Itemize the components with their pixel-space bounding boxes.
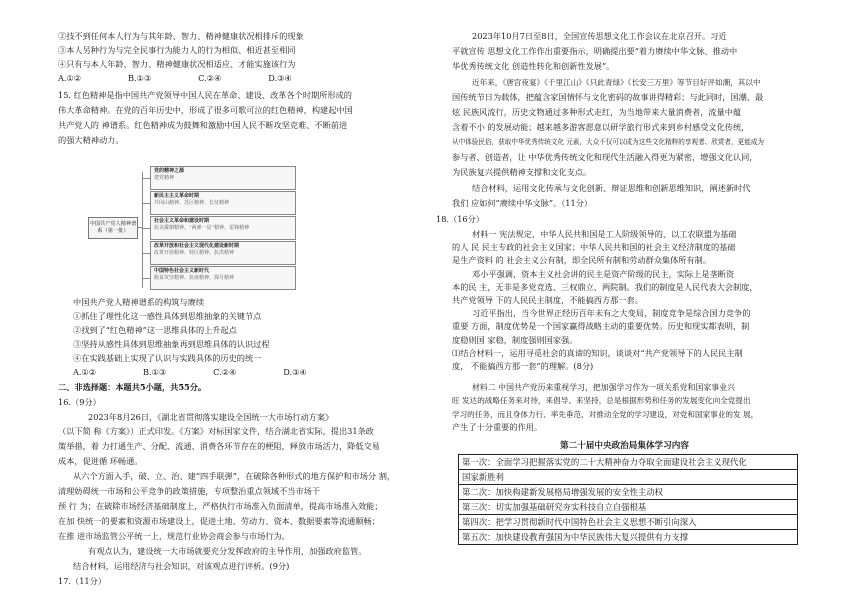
table-cell: 第三次：切实加强基础研究夯实科技自立自强根基 xyxy=(459,500,798,515)
diagram-box-sub: 改革开放精神、特区精神、抗洪精神 xyxy=(154,250,235,256)
q18-material-1: 重要 方面，制度优势是一个国家赢得战略主动的重要优势。历史和现实都表明，制 xyxy=(452,321,750,332)
diagram-box-head: 社会主义革命和建设时期 xyxy=(154,218,210,224)
q17-text: 2023年10月7日至8日，全国宣传思想文化工作会议在北京召开。习近 xyxy=(472,31,727,41)
q18-material-1: 的人 民 民主专政的社会主义国家；中华人民共和国的社会主义经济制度的基础 xyxy=(452,242,736,253)
answer-choices-15: A.①② B.①③ C.②④ D.③④ xyxy=(73,367,307,377)
q16-text: 有观点认为，建设统一大市场就要充分发挥政府的主导作用，加强政府监管。 xyxy=(88,546,367,556)
table-cell: 第五次：加快建设教育强国为中华民族伟大复兴提供有力支撑 xyxy=(459,530,798,545)
q15-stem: 中国共产党人精神谱系的构筑与赓续 xyxy=(73,297,205,307)
diagram-tick xyxy=(142,278,150,279)
table-row xyxy=(459,470,798,485)
table-cell: 国家新胜利 xyxy=(459,470,798,485)
q18-material-1: 材料一 宪法规定，中华人民共和国是工人阶级领导的、以工农联盟为基础 xyxy=(472,229,737,239)
q16-question: 结合材料，运用经济与社会知识，对该观点进行评析。(9分) xyxy=(73,561,290,571)
q17-text: 含着不小 的发展动能；越来越多游客愿意以研学旅行形式来到乡村感受文化传统， xyxy=(452,122,750,132)
section-heading: 二、非选择题：本题共5小题，共55分。 xyxy=(58,382,207,392)
table-row xyxy=(459,515,798,530)
diagram-tick xyxy=(142,178,150,179)
q16-text: 在推 进市场监管公平统一上，规范行业协会商会参与市场行为。 xyxy=(58,531,290,541)
table-title: 第二十届中央政治局集体学习内容 xyxy=(560,441,689,451)
q15-option-2: ②找到了“红色精神”这一思维具体的上升起点 xyxy=(73,325,237,335)
q18-material-1: 是生产资料 的 社会主义公有制，即全民所有制和劳动群众集体所有制。 xyxy=(452,255,712,266)
q15-option-1: ①抓住了理性化这一感性具体到思维抽象的关键节点 xyxy=(73,311,262,321)
q18-material-2: 材料二 中国共产党历来重视学习，把加强学习作为一项关系党和国家事业兴 xyxy=(472,383,735,393)
q18-subquestion-1: 度， 不能搞西方那一套”的理解。(8分) xyxy=(452,361,594,371)
table-row xyxy=(459,455,798,470)
diagram-tick xyxy=(142,203,150,204)
diagram-tick xyxy=(142,228,150,229)
diagram-tick xyxy=(142,253,150,254)
q17-text: 近年来，《唐宫夜宴》《千里江山》《只此青绿》《长安三万里》等节目好评如潮，其以中 xyxy=(472,78,761,87)
table-cell: 第二次：加快构建新发展格局增强发展的安全性主动权 xyxy=(459,485,798,500)
q15-option-3: ③坚持从感性具体到思维抽象再到思维具体的认识过程 xyxy=(73,339,270,349)
diagram-box-head: 党的精神之源 xyxy=(154,168,185,174)
q18-material-1: 共产党领导 下的人民民主制度，不能搞西方那一套。 xyxy=(452,295,643,305)
diagram-box xyxy=(150,191,296,215)
q16-text: （以下简 称《方案》）正式印发。《方案》对标国家文件，结合湖北省实际，提出31条政 xyxy=(58,426,374,436)
diagram-box-sub: 建党精神 xyxy=(154,175,175,181)
q17-text: 炫 民族风流行，历史文物通过多种形式走红，为当地带来大量消费者，流量中蕴 xyxy=(452,107,742,117)
q18-material-1: 本的民 主，无非是多党竞选、三权鼎立、两院制。我们的制度是人民代表大会制度， xyxy=(452,281,758,292)
q18-material-1: 度稳则国 家稳，制度强则国家强。 xyxy=(452,334,578,345)
table-cell: 第一次：全面学习把握落实党的二十大精神奋力夺取全面建设社会主义现代化 xyxy=(459,455,798,470)
q18-material-2: 产生了十分重要的作用。 xyxy=(452,421,543,432)
diagram-box-head: 中国特色社会主义新时代 xyxy=(154,268,210,274)
q16-text: 在加 快统一的要素和资源市场建设上，促进土地、劳动力、资本、数据要素等流通顺畅； xyxy=(58,516,380,526)
q17-label: 17.（11分） xyxy=(58,576,107,586)
q18-material-2: 学习的任务，而且身体力行、率先垂范，对推动全党的学习建设，对党和国家事业的发 展， xyxy=(452,409,759,419)
q17-text: 为民族复兴提供精神支撑和文化支点。 xyxy=(452,167,592,177)
diagram-main-box: 中国共产党人精神谱系（第一批） xyxy=(88,217,138,239)
q16-text: 成本，促进循 环畅通。 xyxy=(58,456,143,466)
q17-question: 我们 应如何“赓续中华文脉”。（11分） xyxy=(452,198,593,208)
diagram-box-sub: 脱贫攻坚精神、抗疫精神、探月精神 xyxy=(154,275,235,281)
q16-label: 16.（9分） xyxy=(58,397,101,407)
q15-option-4: ④在实践基础上实现了认识与实践具体的历史的统一 xyxy=(73,353,262,363)
diagram-box-sub: 井冈山精神、苏区精神、长征精神 xyxy=(154,200,230,206)
q17-text: 从中体验民俗，获取中华优秀传统文化 元素，大众不仅可以成为这些文化精粹的享观者、欣赏者，更能成为 xyxy=(452,138,765,146)
table-row xyxy=(459,530,798,545)
q17-text: 平就宣传 思想文化工作作出重要指示，明确提出要“着力赓续中华文脉、推动中 xyxy=(452,46,738,56)
diagram-box xyxy=(150,166,296,190)
q16-text: 清理妨碍统一市场和公平竞争的政策措施，专项整治重点领域不当市场干 xyxy=(58,486,321,496)
q16-text: 从六个方面入手，破、立、治、建“四手联弹”，在破除各种形式的地方保护和市场分 割， xyxy=(73,471,396,481)
answer-choices-14: A.①② B.①③ C.②④ D.③④ xyxy=(58,73,292,83)
q18-material-1: 邓小平强调，资本主义社会讲的民主是资产阶级的民主，实际上是垄断资 xyxy=(472,268,735,279)
q18-label: 18.（16分） xyxy=(436,214,485,224)
diagram-box xyxy=(150,241,296,265)
q16-text: 2023年8月26日，《湖北省贯彻落实建设全国统一大市场行动方案》 xyxy=(88,412,334,422)
option-line-2: ②技不到任何本人行为与其年龄、智力、精神健康状况相排斥的现象 xyxy=(58,31,304,41)
diagram-box-head: 改革开放和社会主义现代化建设新时期 xyxy=(154,243,240,249)
table-row xyxy=(459,500,798,515)
q17-text: 华优秀传统文化 创造性转化和创新性发展”。 xyxy=(452,61,615,71)
table-row xyxy=(459,485,798,500)
q17-text: 国传统节日为载体，把蕴含家国情怀与文化密码的故事讲得精彩；与此同时，国潮、最 xyxy=(452,92,764,102)
q17-question: 结合材料，运用文化传承与文化创新、辩证思维和创新思维知识，阐述新时代 xyxy=(472,183,751,193)
q15-text-4: 的强大精神动力。 xyxy=(58,135,124,145)
study-sessions-table xyxy=(458,454,798,545)
q18-subquestion-1: ⑴结合材料一，运用寻觅社会的真谛的知识，谈谈对“共产党领导下的人民民主制 xyxy=(452,347,743,358)
q15-text-3: 共产党人的 神谱系。红色精神成为鼓舞和激励中国人民不断攻坚克难、不断前进 xyxy=(58,120,348,130)
q18-material-1: 习近平指出，当今世界正经历百年未有之大变局，制度竞争是综合国力竞争的 xyxy=(472,308,751,319)
table-cell: 第四次：把学习贯彻新时代中国特色社会主义思想不断引向深入 xyxy=(459,515,798,530)
spirit-genealogy-diagram xyxy=(80,166,300,294)
diagram-box xyxy=(150,216,296,240)
q16-text: 策举措，着 力打通生产、分配、流通、消费各环节存在的梗阻，释放市场活力，降低交易 xyxy=(58,441,380,451)
diagram-box-head: 新民主主义革命时期 xyxy=(154,193,200,199)
diagram-box xyxy=(150,266,296,290)
q17-text: 参与者、创造者，让 中华优秀传统文化和现代生活融入得更为紧密，增强文化认同， xyxy=(452,152,758,162)
q18-material-2: 旺 发达的战略任务来对待，来倡导、来坚持，总是根据形势和任务的发展变化向全党提出 xyxy=(452,396,751,406)
diagram-spine xyxy=(142,172,143,288)
option-line-4: ④只有与本人年龄、智力、精神健康状况相适应、才能实施该行为 xyxy=(58,59,296,69)
diagram-box-sub: 抗美援朝精神、“两弹一星”精神、雷锋精神 xyxy=(154,225,250,231)
option-line-3: ③本人另种行为与完全民事行为能力人的行为相似、相近甚至相同 xyxy=(58,45,296,55)
q15-text-2: 伟大革命精神。在党的百年历史中，形成了很多可歌可泣的红色精神，构建起中国 xyxy=(58,105,353,115)
q16-text: 预 行 为；在破除市场经济基础制度上，严格执行市场准入负面清单，提高市场准入效能； xyxy=(58,501,383,511)
q15-text-1: 15. 红色精神是指中国共产党领导中国人民在革命、建设、改革各个时期所形成的 xyxy=(58,90,352,100)
